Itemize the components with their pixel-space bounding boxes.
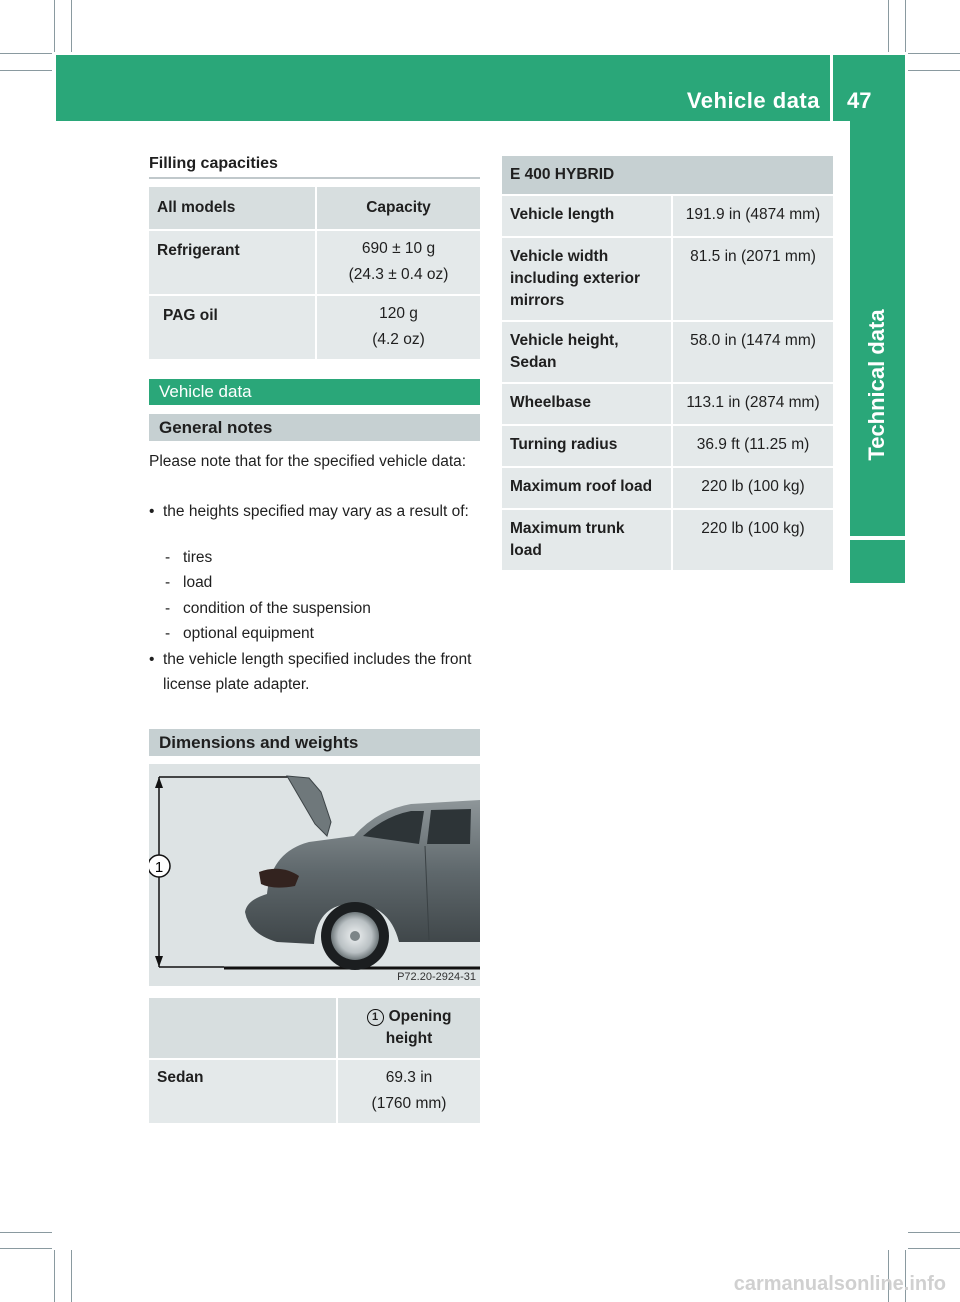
vehicle-data-band: Vehicle data [149,379,480,405]
table-row [502,195,833,237]
column-header: Capacity [316,187,480,230]
row-label: Turning radius [502,425,672,467]
dash-marker: - [165,625,171,642]
bullet-text: the heights specified may vary as a result of: [163,503,469,520]
bullet-marker: • [149,503,155,520]
filling-capacities-title: Filling capacities [149,155,278,172]
row-label: Sedan [149,1059,337,1123]
row-label: Refrigerant [149,230,316,295]
row-label: Wheelbase [502,383,672,425]
crop-mark [0,1232,52,1233]
row-value: 58.0 in (1474 mm) [672,321,833,383]
table-header-row [149,998,480,1059]
sub-item: load [183,574,213,591]
diagram-callout-number: 1 [154,859,164,876]
row-label: Vehicle length [502,195,672,237]
empty-header-cell [149,998,337,1059]
section-rule [149,177,480,179]
row-value [337,1059,480,1123]
row-value [316,230,480,295]
table-row [149,295,480,359]
crop-mark [71,0,72,52]
filling-capacities-table [149,187,480,359]
dash-marker: - [165,574,171,591]
car-rear-illustration [149,764,480,986]
watermark: carmanualsonline.info [733,1273,946,1295]
crop-mark [908,1232,960,1233]
crop-mark [71,1250,72,1302]
row-value: 81.5 in (2071 mm) [672,237,833,321]
dimensions-band: Dimensions and weights [149,729,480,756]
value-line: (24.3 ± 0.4 oz) [348,266,449,283]
row-label: Maximum trunk load [502,509,672,570]
value-line: (1760 mm) [371,1095,447,1112]
table-header-row [149,187,480,230]
crop-mark [0,53,52,54]
opening-height-label: Opening height [385,1008,452,1047]
bullet-text: the vehicle length specified includes the front license plate adapter. [163,651,472,693]
crop-mark [905,0,906,52]
crop-mark [908,70,960,71]
diagram-code: P72.20-2924-31 [397,971,476,983]
table-row [502,237,833,321]
side-tab-marker [850,540,905,583]
crop-mark [0,1248,52,1249]
table-header-row [502,156,833,195]
sub-item: tires [183,549,213,566]
value-line: 69.3 in [385,1069,433,1086]
dash-marker: - [165,549,171,566]
value-line: (4.2 oz) [372,331,425,348]
header-separator [830,55,833,121]
crop-mark [0,70,52,71]
table-row [502,321,833,383]
general-notes-band: General notes [149,414,480,441]
crop-mark [888,0,889,52]
sub-item: condition of the suspension [183,600,371,617]
table-row [502,425,833,467]
crop-mark [908,1248,960,1249]
row-label: PAG oil [149,295,316,359]
opening-height-table [149,998,480,1123]
table-row [149,1059,480,1123]
column-header [337,998,480,1059]
table-row [502,509,833,570]
header-section-title: Vehicle data [686,88,820,113]
sub-item: optional equipment [183,625,314,642]
table-row [502,467,833,509]
table-row [149,230,480,295]
hybrid-data-table [502,156,833,570]
value-line: 690 ± 10 g [361,240,436,257]
crop-mark [54,1250,55,1302]
crop-mark [54,0,55,52]
row-label: Vehicle width including exterior mirrors [502,237,672,321]
value-line: 120 g [379,305,418,322]
side-tab-label: Technical data [864,309,889,461]
callout-number-icon: 1 [367,1009,384,1026]
bullet-marker: • [149,651,155,668]
table-row [502,383,833,425]
general-notes-intro: Please note that for the specified vehicle data: [149,453,467,470]
row-value: 113.1 in (2874 mm) [672,383,833,425]
column-header: All models [149,187,316,230]
row-value: 191.9 in (4874 mm) [672,195,833,237]
dash-marker: - [165,600,171,617]
row-label: Maximum roof load [502,467,672,509]
row-value [316,295,480,359]
crop-mark [908,53,960,54]
row-label: Vehicle height, Sedan [502,321,672,383]
opening-height-diagram [149,764,480,986]
row-value: 220 lb (100 kg) [672,509,833,570]
hybrid-table-title: E 400 HYBRID [502,156,833,195]
row-value: 36.9 ft (11.25 m) [672,425,833,467]
row-value: 220 lb (100 kg) [672,467,833,509]
page-number: 47 [847,88,872,113]
